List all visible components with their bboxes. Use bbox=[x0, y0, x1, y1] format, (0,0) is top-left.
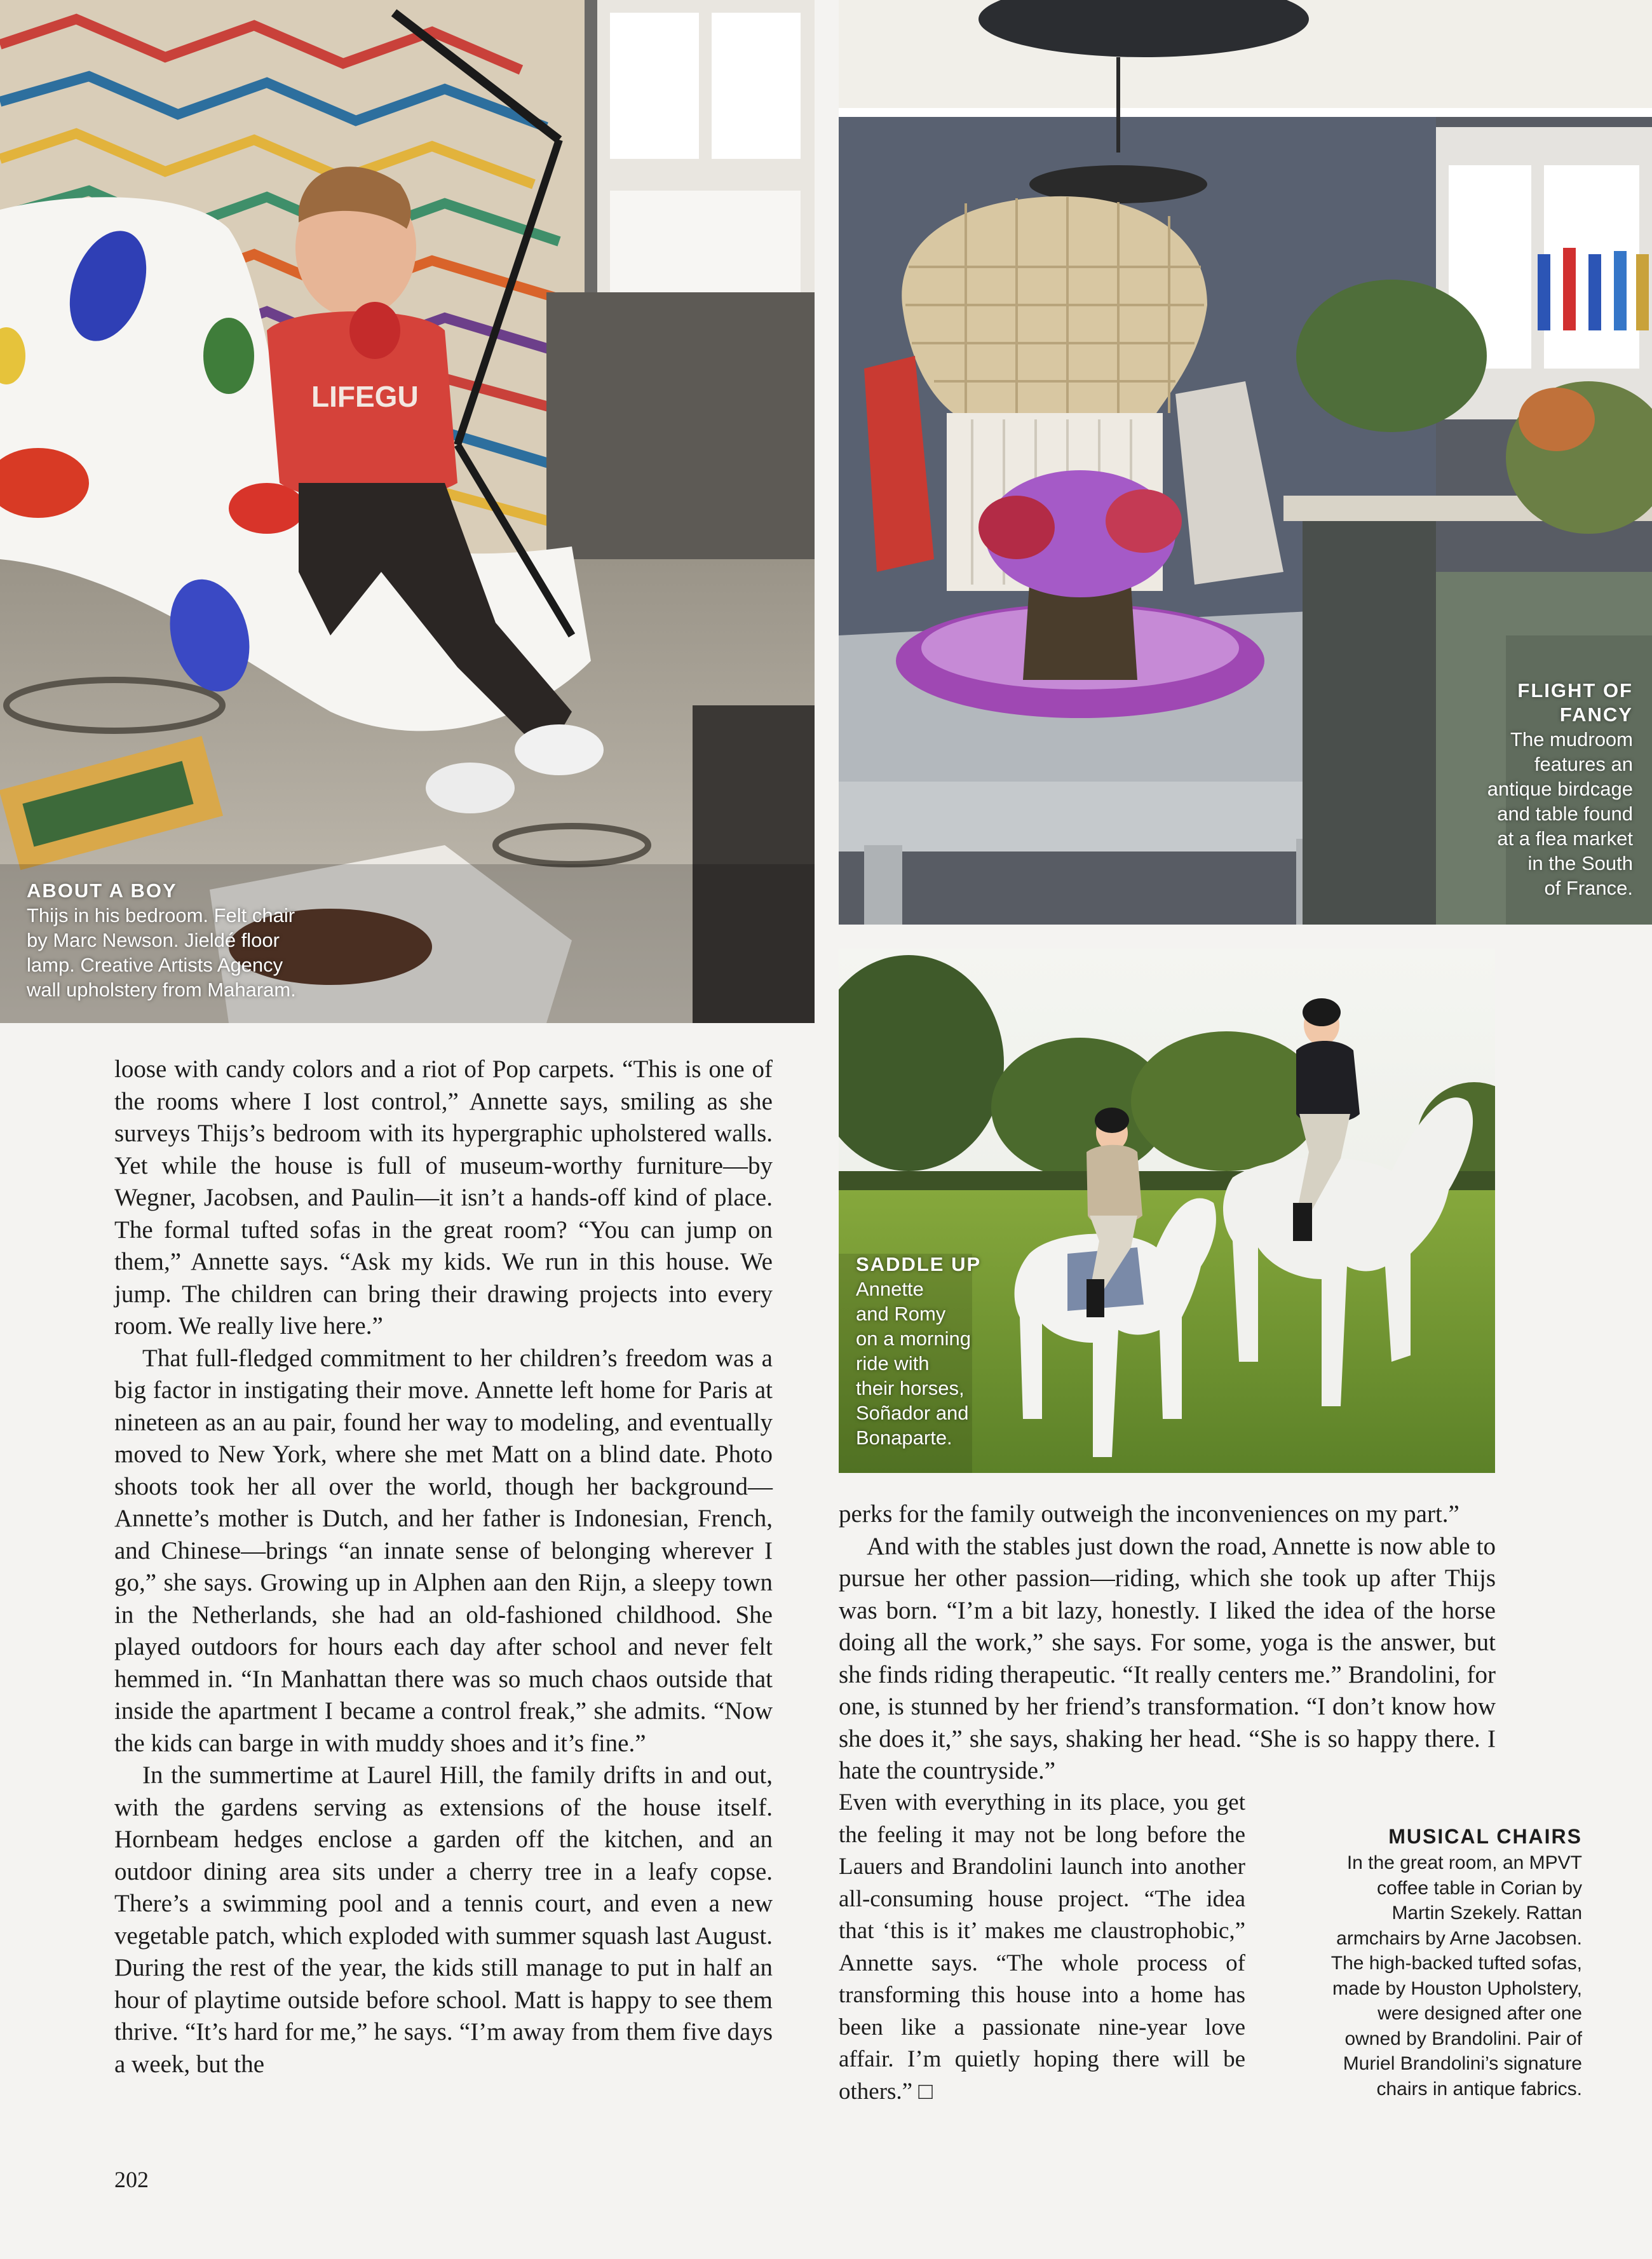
riding-caption-line: their horses, bbox=[856, 1377, 965, 1399]
riding-caption-heading: SADDLE UP bbox=[856, 1253, 982, 1275]
riding-caption bbox=[856, 1252, 1046, 1450]
mudroom-photo bbox=[839, 0, 1652, 925]
sidebar-line: The high-backed tufted sofas, bbox=[1330, 1953, 1582, 1974]
bedroom-caption-line: lamp. Creative Artists Agency bbox=[27, 954, 283, 976]
mudroom-caption-line: at a flea market bbox=[1497, 827, 1633, 850]
riding-caption-line: and Romy bbox=[856, 1303, 946, 1325]
sidebar-line: made by Houston Upholstery, bbox=[1332, 1977, 1582, 1999]
article-paragraph: And with the stables just down the road, Annette is now able to pursue her other passion—riding, which she took up after Thijs was born. “I’m a bit lazy, honestly. I liked the idea of the horse doing all the work,” she says. For some, yoga is the answer, but she finds riding therapeutic. “It really centers me.” Brandolini, for one, is stunned by her friend’s transformation. “I don’t know how she does it,” she says, shaking her head. “She is so happy there. I hate the countryside.” bbox=[839, 1532, 1496, 1784]
mudroom-caption-line: and table found bbox=[1497, 803, 1633, 825]
sidebar-line: owned by Brandolini. Pair of bbox=[1344, 2028, 1582, 2049]
musical-chairs-sidebar bbox=[1277, 1822, 1582, 2101]
bedroom-caption-line: wall upholstery from Maharam. bbox=[27, 979, 296, 1001]
sidebar-line: were designed after one bbox=[1378, 2003, 1582, 2024]
article-paragraph: Even with everything in its place, you get the feeling it may not be long before the Lauers and Brandolini launch into another all-consuming house project. “The idea that ‘this is it’ makes me claustrophobic,” Annette says. “The whole process of transforming this house into a home has been like a passionate nine-year love affair. I’m quietly hoping there will be others.” □ bbox=[839, 1789, 1245, 2105]
page-number: 202 bbox=[114, 2167, 149, 2192]
riding-caption-line: Bonaparte. bbox=[856, 1427, 952, 1449]
bedroom-caption-heading: ABOUT A BOY bbox=[27, 879, 177, 902]
riding-caption-line: on a morning bbox=[856, 1327, 971, 1350]
mudroom-caption-line: antique birdcage bbox=[1487, 778, 1633, 800]
bedroom-caption-line: Thijs in his bedroom. Felt chair bbox=[27, 904, 295, 926]
sidebar-heading: MUSICAL CHAIRS bbox=[1388, 1825, 1582, 1848]
mudroom-caption-heading: FLIGHT OF bbox=[1517, 679, 1633, 702]
mudroom-caption-heading: FANCY bbox=[1559, 703, 1633, 726]
riding-caption-line: Soñador and bbox=[856, 1402, 969, 1424]
article-right-column bbox=[839, 1498, 1496, 1788]
bedroom-illustration bbox=[0, 0, 815, 1023]
bedroom-photo bbox=[0, 0, 815, 1023]
mudroom-caption-line: The mudroom bbox=[1510, 728, 1633, 750]
bedroom-caption-line: by Marc Newson. Jieldé floor bbox=[27, 929, 280, 951]
article-narrow-column bbox=[839, 1787, 1245, 2108]
article-paragraph: That full-fledged commitment to her children’s freedom was a big factor in instigating their move. Annette left home for Paris at nineteen as an au pair, found her way to modeling, and eventually moved to New York, where she met Matt on a blind date. Photo shoots took her all over the world, though her background—Annette’s mother is Dutch, and her father is Indonesian, French, and Chinese—brings “an innate sense of belonging wherever I go,” she says. Growing up in Alphen aan den Rijn, a sleepy town in the Netherlands, she had an old-fashioned childhood. She played outdoors for hours each day after school and never felt hemmed in. “In Manhattan there was so much chaos outside that inside the apartment I became a control freak,” she admits. “Now the kids can barge in with muddy shoes and it’s fine.” bbox=[114, 1344, 773, 1757]
sidebar-line: Muriel Brandolini’s signature bbox=[1343, 2053, 1582, 2074]
mudroom-caption-line: in the South bbox=[1527, 852, 1633, 874]
sidebar-line: In the great room, an MPVT bbox=[1346, 1852, 1582, 1873]
sidebar-line: coffee table in Corian by bbox=[1377, 1877, 1582, 1899]
mudroom-caption-line: features an bbox=[1534, 753, 1633, 775]
sidebar-line: armchairs by Arne Jacobsen. bbox=[1336, 1927, 1582, 1949]
sidebar-line: Martin Szekely. Rattan bbox=[1391, 1903, 1582, 1923]
article-paragraph: In the summertime at Laurel Hill, the family drifts in and out, with the gardens serving as extensions of the house itself. Hornbeam hedges enclose a garden off the kitchen, and an outdoor dining area sits under a cherry tree in a leafy copse. There’s a swimming pool and a tennis court, and even a new vegetable patch, which exploded with summer squash last August. During the rest of the year, the kids still manage to put in half an hour of playtime outside before school. Matt is happy to see them thrive. “It’s hard for me,” he says. “I’m away from them five days a week, but the bbox=[114, 1761, 773, 2078]
article-paragraph: perks for the family outweigh the inconveniences on my part.” bbox=[839, 1500, 1459, 1528]
riding-caption-line: ride with bbox=[856, 1352, 930, 1374]
shirt-text: LIFEGU bbox=[311, 380, 419, 413]
article-left-column bbox=[114, 1054, 773, 2080]
mudroom-caption-line: of France. bbox=[1544, 877, 1633, 899]
article-paragraph: loose with candy colors and a riot of Pop carpets. “This is one of the rooms where I lost control,” Annette says, smiling as she surveys Thijs’s bedroom with its hypergraphic upholstered walls. Yet while the house is full of museum-worthy furniture—by Wegner, Jacobsen, and Paulin—it isn’t a hands-off kind of place. The formal tufted sofas in the great room? “You can jump on them,” Annette says. “Ask my kids. We run in this house. We jump. The children can bring their drawing projects into every room. We really live here.” bbox=[114, 1055, 773, 1340]
sidebar-line: chairs in antique fabrics. bbox=[1376, 2078, 1582, 2100]
bedroom-caption bbox=[27, 879, 408, 1002]
riding-caption-line: Annette bbox=[856, 1278, 924, 1300]
mudroom-caption bbox=[1366, 679, 1633, 900]
riding-photo bbox=[839, 949, 1495, 1473]
